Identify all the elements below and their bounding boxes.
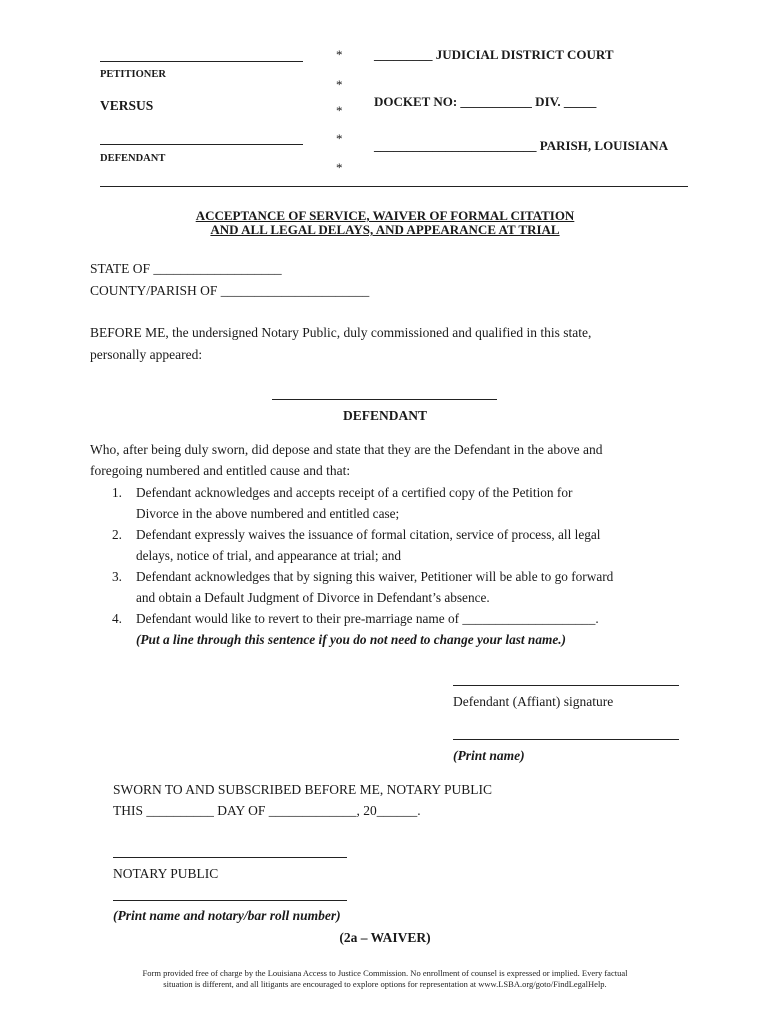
intro-line2: personally appeared: [90,347,203,362]
list-item [0,482,770,524]
sworn-statement: SWORN TO AND SUBSCRIBED BEFORE ME, NOTARY PUBLIC [113,782,492,797]
footer-line: situation is different, and all litigants are encouraged to explore options for representation at www.LSBA.org/goto/FindLegalHelp. [163,979,607,989]
caption-star: * [336,77,343,92]
statement-line1: Who, after being duly sworn, did depose and state that they are the Defendant in the above and [90,442,603,457]
notary-print-line [113,900,347,901]
item-line: and obtain a Default Judgment of Divorce in Defendant’s absence. [136,590,490,605]
document-title-line2: AND ALL LEGAL DELAYS, AND APPEARANCE AT TRIAL [210,222,560,237]
versus-label: VERSUS [100,98,154,113]
petitioner-label: PETITIONER [100,69,166,80]
court-label: _________ JUDICIAL DISTRICT COURT [374,47,614,62]
item-text [136,566,696,608]
defendant-caption-label: DEFENDANT [100,153,166,164]
affiant-signature-line [453,685,679,686]
print-name-label: (Print name) [453,748,525,763]
list-item [0,524,770,566]
state-of-field: STATE OF ___________________ [90,261,282,276]
list-item [0,608,770,650]
item-text [136,608,696,650]
form-id: (2a – WAIVER) [339,930,431,945]
item-instruction: (Put a line through this sentence if you do not need to change your last name.) [136,632,566,647]
item-line: delays, notice of trial, and appearance at trial; and [136,548,402,563]
county-parish-field: COUNTY/PARISH OF ______________________ [90,283,370,298]
caption-star: * [336,131,343,146]
item-number: 4. [112,611,122,626]
sworn-date-line: THIS __________ DAY OF _____________, 20______. [113,803,421,818]
caption-star: * [336,160,343,175]
caption-star: * [336,47,343,62]
affiant-signature-label: Defendant (Affiant) signature [453,694,614,709]
item-text [136,482,696,524]
statement-line2: foregoing numbered and entitled cause and that: [90,463,351,478]
item-line: Defendant expressly waives the issuance of formal citation, service of process, all legal [136,527,601,542]
notary-signature-line [113,857,347,858]
caption-star: * [336,103,343,118]
footer-disclaimer [0,968,770,990]
item-number: 3. [112,569,122,584]
footer-line: Form provided free of charge by the Louisiana Access to Justice Commission. No enrollment of counsel is expressed or implied. Every factual [142,968,628,978]
item-line: Defendant would like to revert to their pre-marriage name of ____________________. [136,611,599,626]
defendant-name-line [272,399,497,400]
list-item [0,566,770,608]
notary-print-label: (Print name and notary/bar roll number) [113,908,341,923]
notary-public-label: NOTARY PUBLIC [113,866,219,881]
item-number: 1. [112,485,122,500]
item-number: 2. [112,527,122,542]
petitioner-signature-line [100,61,303,62]
document-title-line1: ACCEPTANCE OF SERVICE, WAIVER OF FORMAL CITATION [195,208,575,223]
caption-divider [100,186,688,187]
print-name-line [453,739,679,740]
defendant-caption-line [100,144,303,145]
item-line: Defendant acknowledges that by signing this waiver, Petitioner will be able to go forward [136,569,614,584]
item-line: Defendant acknowledges and accepts receipt of a certified copy of the Petition for [136,485,573,500]
item-line: Divorce in the above numbered and entitled case; [136,506,400,521]
parish-label: _________________________ PARISH, LOUISIANA [374,138,669,153]
item-text [136,524,696,566]
docket-label: DOCKET NO: ___________ DIV. _____ [374,94,597,109]
defendant-label: DEFENDANT [342,408,427,423]
intro-line1: BEFORE ME, the undersigned Notary Public, duly commissioned and qualified in this state, [90,325,592,340]
